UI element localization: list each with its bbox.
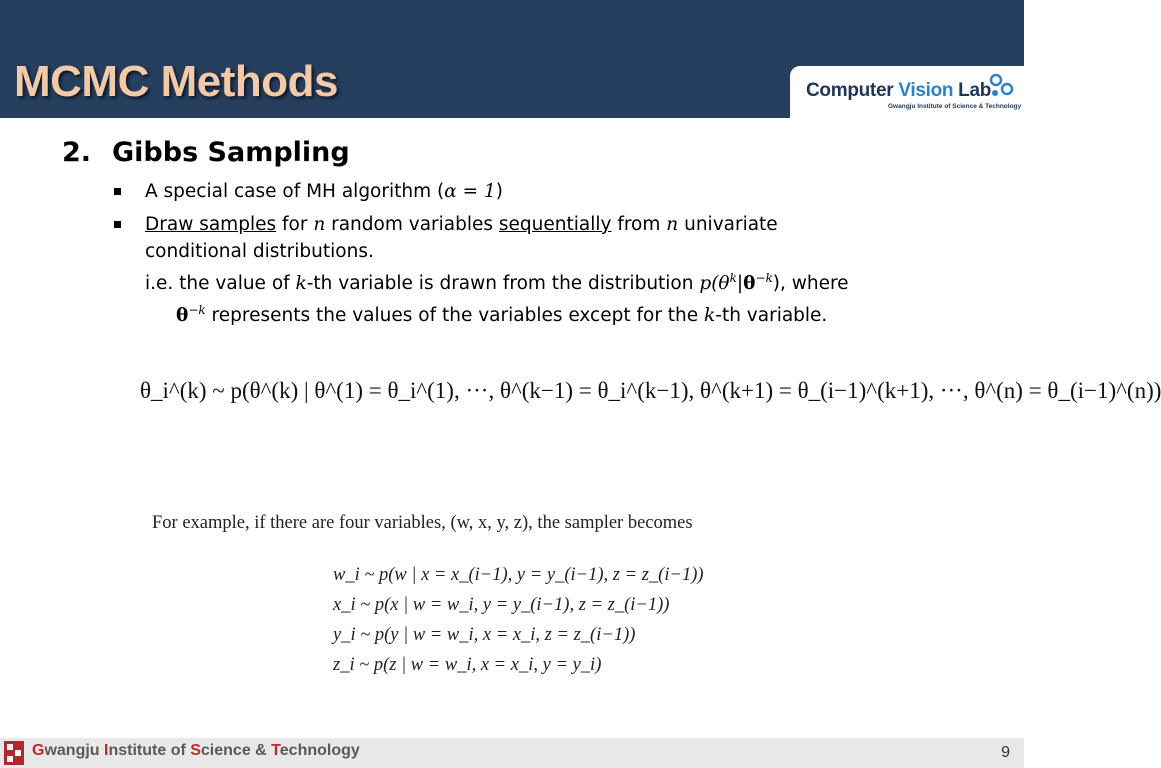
section-title: Gibbs Sampling (112, 137, 350, 168)
lab-logo-subtitle: Gwangju Institute of Science & Technology (888, 103, 1022, 110)
equation-row-x: x_i ~ p(x | w = w_i, y = y_(i−1), z = z_(i−1)) (333, 595, 670, 615)
page-number: 9 (1001, 744, 1010, 761)
gist-logo-icon (4, 741, 24, 765)
bullet-square-icon (114, 188, 121, 195)
lab-logo-dots-icon (986, 72, 1018, 100)
slide-title: MCMC Methods (14, 57, 338, 106)
gibbs-update-equation: θ_i^(k) ~ p(θ^(k) | θ^(1) = θ_i^(1), ···, θ^(k−1) = θ_i^(k−1), θ^(k+1) = θ_(i−1)^(k+1), ···, θ^(n) = θ_(i−1)^(n)) (140, 378, 1161, 403)
section-heading (62, 134, 350, 172)
slide-footer (0, 738, 1024, 768)
bullet-item: A special case of MH algorithm (α = 1) (112, 178, 972, 205)
equation-row-z: z_i ~ p(z | w = w_i, x = x_i, y = y_i) (333, 655, 602, 675)
bullet-item: Draw samples for n random variables sequentially from n univariate conditional distributions. i.e. the value of k-th variable is drawn from the distribution $p(\theta^k|\theta^{-k})$, where $\theta^{-k}$ represents the values of the variables except for the k-th variable. (112, 211, 972, 329)
example-text: For example, if there are four variables, (w, x, y, z), the sampler becomes (152, 513, 693, 533)
section-number: 2. (62, 137, 92, 168)
lab-logo (790, 66, 1024, 118)
equation-row-y: y_i ~ p(y | w = w_i, x = x_i, z = z_(i−1)) (333, 625, 636, 645)
bullet-square-icon (114, 221, 121, 228)
slide-header (0, 0, 1024, 118)
sampler-equations (333, 560, 704, 680)
institute-name: Gwangju Institute of Science & Technology (32, 742, 360, 759)
lab-logo-text: Computer Vision Lab (806, 80, 992, 101)
bullet-list (112, 178, 972, 335)
equation-row-w: w_i ~ p(w | x = x_(i−1), y = y_(i−1), z = z_(i−1)) (333, 565, 704, 585)
